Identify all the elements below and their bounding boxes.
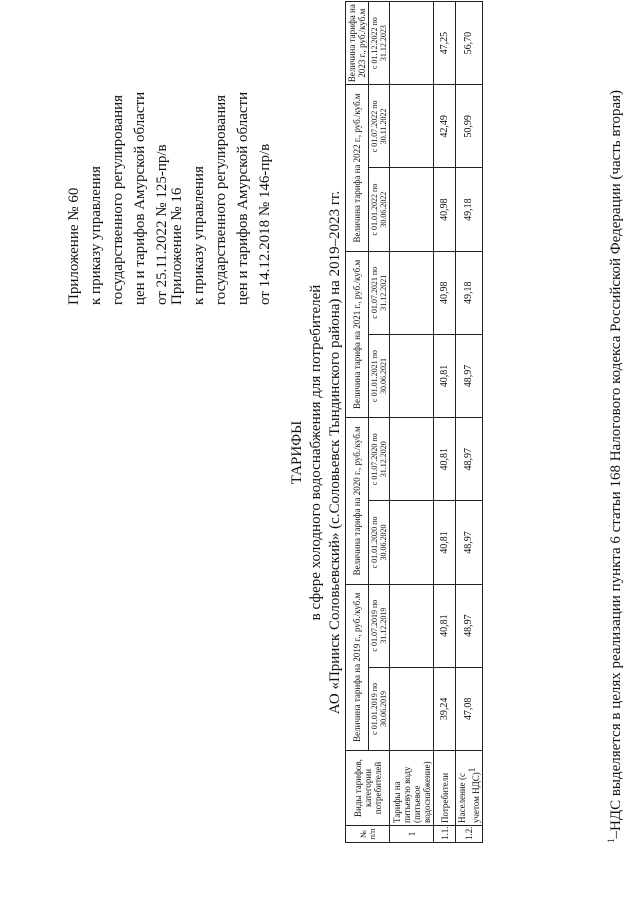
table-header-row <box>346 2 369 843</box>
value-cell <box>390 501 434 584</box>
value-cell: 48,97 <box>456 334 483 417</box>
value-cell <box>390 418 434 501</box>
period-cell: с 01.07.2021 по 31.12.2021 <box>369 251 390 334</box>
period-cell: с 01.01.2021 по 30.06.2021 <box>369 334 390 417</box>
header-num: № п/п <box>346 826 390 843</box>
document-title <box>288 0 345 905</box>
tariff-table <box>345 1 483 843</box>
value-cell: 42,49 <box>434 85 456 168</box>
value-cell <box>390 168 434 251</box>
value-cell: 48,97 <box>456 584 483 667</box>
value-cell <box>390 667 434 750</box>
table-row <box>456 2 483 843</box>
footnote-mark: 1 <box>467 767 477 773</box>
value-cell: 40,98 <box>434 168 456 251</box>
value-cell <box>390 251 434 334</box>
approval-line: государственного регулирования <box>213 94 229 305</box>
row-name-text: Население (с учетом НДС) <box>457 772 481 823</box>
approval-block-60 <box>63 92 173 305</box>
value-cell: 39,24 <box>434 667 456 750</box>
period-cell: с 01.01.2020 по 30.06.2020 <box>369 501 390 584</box>
value-cell: 50,99 <box>456 85 483 168</box>
period-cell: с 01.12.2022 по 31.12.2023 <box>369 2 390 85</box>
title-subline: АО «Прииск Соловьевский» (с.Соловьевск Тындинского района) на 2019–2023 гг. <box>327 190 343 715</box>
period-cell: с 01.07.2020 по 31.12.2020 <box>369 418 390 501</box>
row-num: 1.1. <box>434 826 456 843</box>
approval-line: от 14.12.2018 № 146-пр/в <box>257 143 273 305</box>
footnote <box>606 90 625 843</box>
value-cell: 47,08 <box>456 667 483 750</box>
row-name: Потребители <box>434 751 456 826</box>
value-cell: 40,81 <box>434 501 456 584</box>
value-cell <box>390 2 434 85</box>
header-year-2022: Величина тарифа на 2022 г., руб./куб.м <box>346 85 369 251</box>
title-heading: ТАРИФЫ <box>289 420 305 485</box>
header-year-2021: Величина тарифа на 2021 г., руб./куб.м <box>346 251 369 417</box>
header-year-2020: Величина тарифа на 2020 г., руб./куб.м <box>346 418 369 584</box>
row-num: 1 <box>390 826 434 843</box>
header-year-2023: Величина тарифа на 2023 г., руб./куб.м <box>346 2 369 85</box>
approval-line: цен и тарифов Амурской области <box>235 91 251 305</box>
period-cell: с 01.07.2022 по 30.11.2022 <box>369 85 390 168</box>
approval-line: Приложение № 60 <box>66 187 82 305</box>
value-cell: 40,81 <box>434 418 456 501</box>
table-period-row <box>369 2 390 843</box>
value-cell <box>390 85 434 168</box>
approval-line: Приложение № 16 <box>169 187 185 305</box>
value-cell <box>390 584 434 667</box>
period-cell: с 01.01.2019 по 30.06.2019 <box>369 667 390 750</box>
approval-line: к приказу управления <box>191 166 207 305</box>
period-cell: с 01.07.2019 по 31.12.2019 <box>369 584 390 667</box>
footnote-mark: 1 <box>606 838 616 843</box>
approval-block-16 <box>166 92 276 305</box>
value-cell: 56,70 <box>456 2 483 85</box>
approval-line: государственного регулирования <box>110 94 126 305</box>
value-cell: 49,18 <box>456 168 483 251</box>
approval-line: к приказу управления <box>88 166 104 305</box>
value-cell: 48,97 <box>456 418 483 501</box>
row-name: Тарифы на питьевую воду (питьевое водоснабжение) <box>390 751 434 826</box>
value-cell: 40,98 <box>434 251 456 334</box>
title-subline: в сфере холодного водоснабжения для потребителей <box>308 284 324 621</box>
value-cell: 47,25 <box>434 2 456 85</box>
value-cell: 49,18 <box>456 251 483 334</box>
value-cell: 40,81 <box>434 334 456 417</box>
row-num: 1.2. <box>456 826 483 843</box>
approval-line: от 25.11.2022 № 125-пр/в <box>154 144 170 305</box>
header-category: Виды тарифов, категории потребителей <box>346 751 390 826</box>
table-row <box>434 2 456 843</box>
value-cell: 48,97 <box>456 501 483 584</box>
value-cell: 40,81 <box>434 584 456 667</box>
period-cell: с 01.01.2022 по 30.06.2022 <box>369 168 390 251</box>
header-year-2019: Величина тарифа на 2019 г., руб./куб.м <box>346 584 369 750</box>
row-name <box>456 751 483 826</box>
table-row <box>390 2 434 843</box>
approval-line: цен и тарифов Амурской области <box>132 91 148 305</box>
value-cell <box>390 334 434 417</box>
footnote-text: –НДС выделяется в целях реализации пункта 6 статьи 168 Налогового кодекса Российской Федерации (часть вторая) <box>608 89 624 839</box>
